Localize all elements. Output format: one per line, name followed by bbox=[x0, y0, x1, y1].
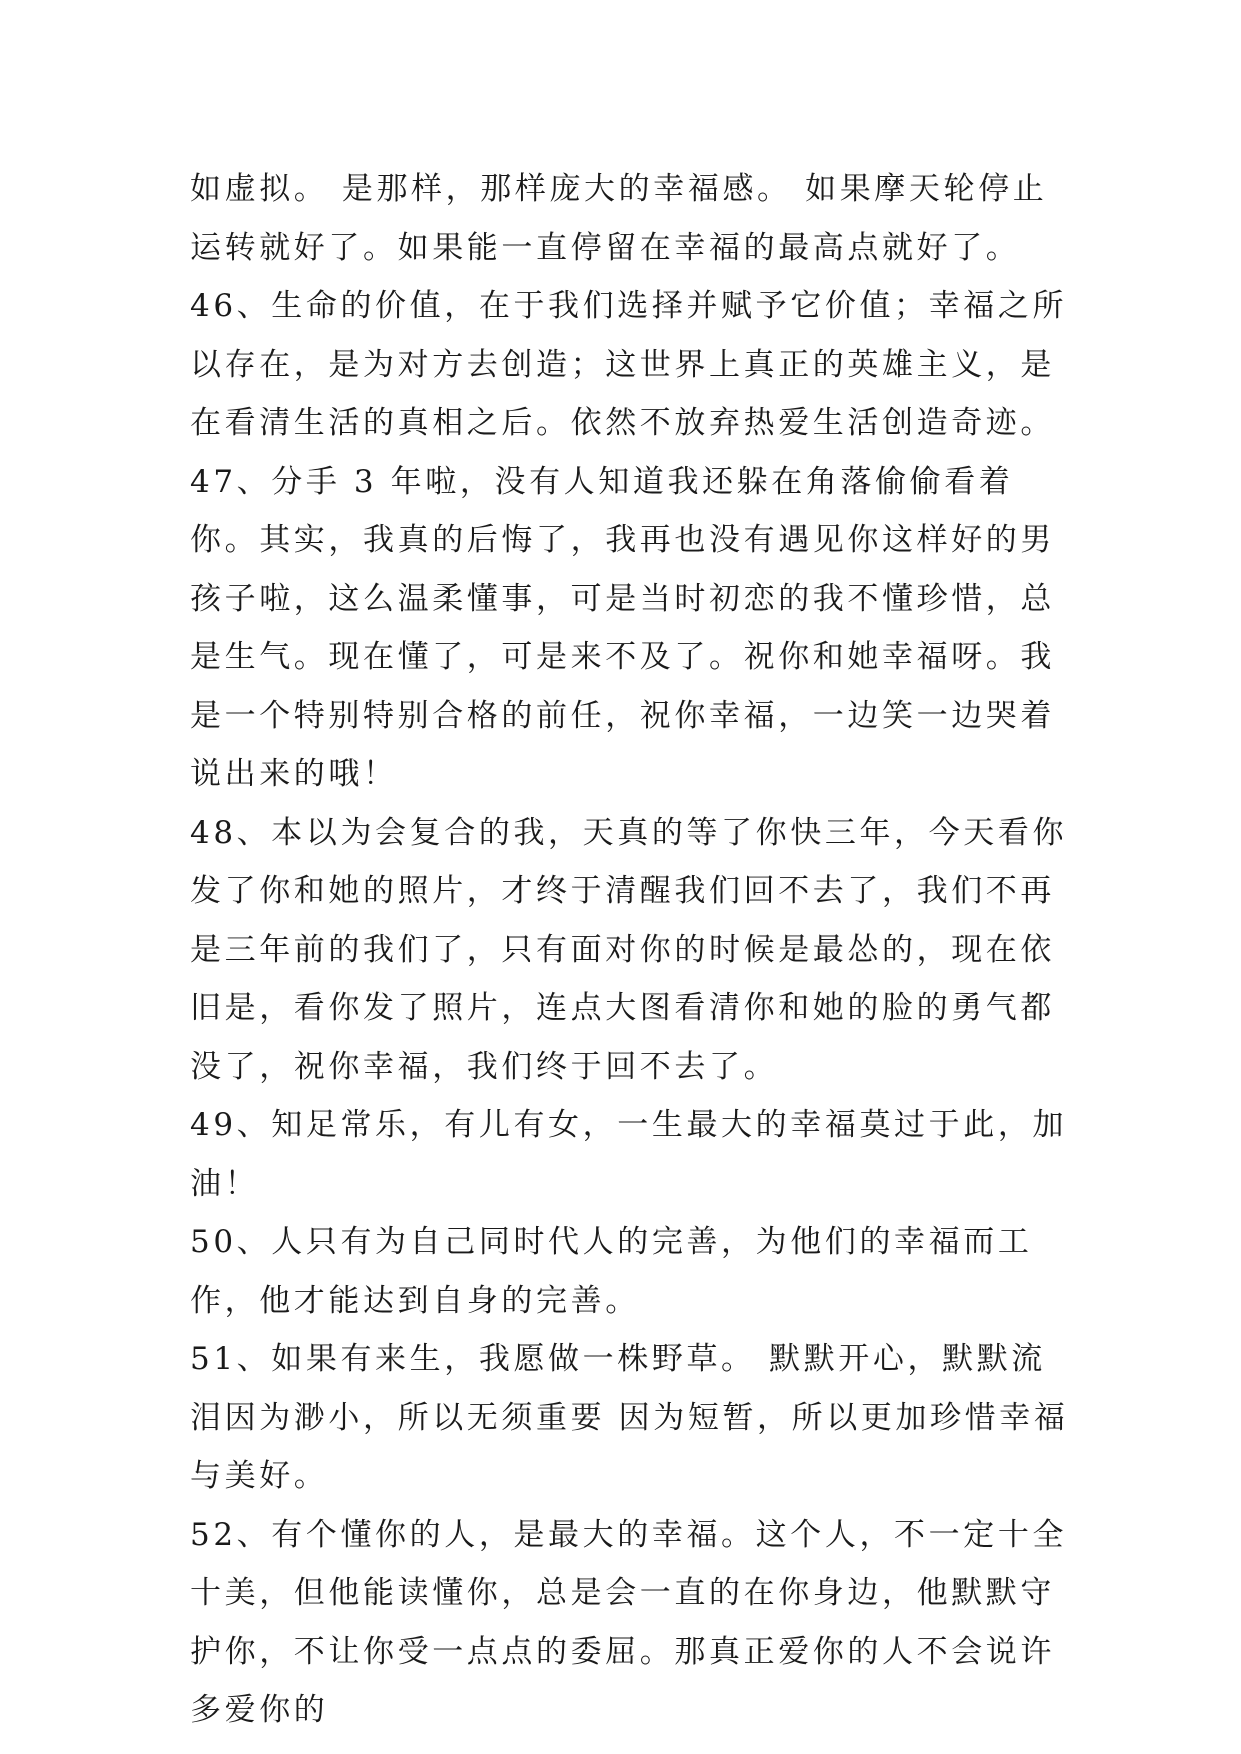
paragraph-51: 51、如果有来生，我愿做一株野草。 默默开心，默默流泪因为渺小，所以无须重要 因为短暂，所以更加珍惜幸福与美好。 bbox=[190, 1341, 1069, 1494]
paragraph-46: 46、生命的价值，在于我们选择并赋予它价值；幸福之所以存在，是为对方去创造；这世界上真正的英雄主义，是在看清生活的真相之后。依然不放弃热爱生活创造奇迹。 bbox=[190, 288, 1068, 441]
paragraph-50: 50、人只有为自己同时代人的完善，为他们的幸福而工作，他才能达到自身的完善。 bbox=[190, 1224, 1033, 1319]
paragraph-continuation: 如虚拟。 是那样，那样庞大的幸福感。 如果摩天轮停止运转就好了。如果能一直停留在幸福的最高点就好了。 bbox=[190, 171, 1048, 266]
paragraph-49: 49、知足常乐，有儿有女，一生最大的幸福莫过于此，加油！ bbox=[190, 1107, 1068, 1202]
paragraph-47: 47、分手 3 年啦，没有人知道我还躲在角落偷偷看着你。其实，我真的后悔了，我再也没有遇见你这样好的男孩子啦，这么温柔懂事，可是当时初恋的我不懂珍惜，总是生气。现在懂了，可是来不及了。祝你和她幸福呀。我是一个特别特别合格的前任，祝你幸福，一边笑一边哭着说出来的哦！ bbox=[190, 463, 1055, 792]
document-body bbox=[190, 160, 1070, 1740]
paragraph-52: 52、有个懂你的人，是最大的幸福。这个人，不一定十全十美，但他能读懂你，总是会一直的在你身边，他默默守护你，不让你受一点点的委屈。那真正爱你的人不会说许多爱你的 bbox=[190, 1516, 1068, 1728]
paragraph-48: 48、本以为会复合的我，天真的等了你快三年，今天看你发了你和她的照片，才终于清醒我们回不去了，我们不再是三年前的我们了，只有面对你的时候是最怂的，现在依旧是，看你发了照片，连点大图看清你和她的脸的勇气都没了，祝你幸福，我们终于回不去了。 bbox=[190, 814, 1068, 1085]
